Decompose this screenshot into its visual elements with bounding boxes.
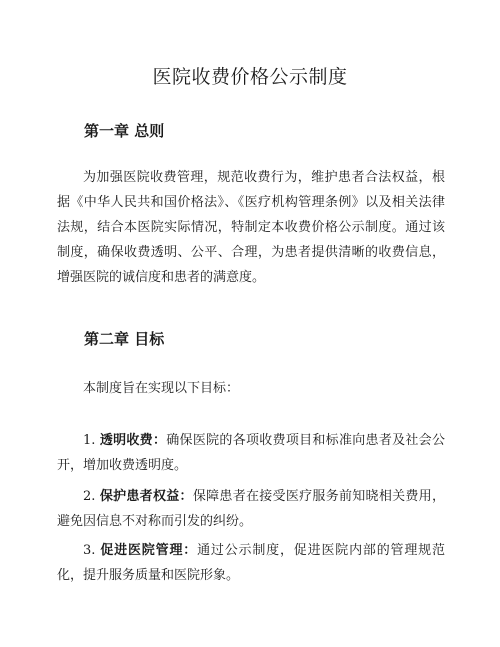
goal-item [57,538,445,588]
goal-label: 促进医院管理 [100,543,184,558]
goal-text: 确保医院的各项收费项目和标准向患者及社会公开，增加收费透明度。 [57,433,445,473]
goal-number: 3. [83,543,101,558]
goal-label: 保护患者权益 [99,489,180,504]
goal-separator: ： [183,543,198,558]
goal-separator: ： [152,433,167,448]
goal-label: 透明收费 [99,433,153,448]
chapter-2-heading: 第二章 目标 [84,330,165,348]
document-title: 医院收费价格公示制度 [152,66,348,88]
goal-item [57,484,445,534]
goal-number: 2. [83,489,100,504]
goal-separator: ： [179,489,193,504]
chapter-1-heading: 第一章 总则 [84,122,165,140]
goal-text: 保障患者在接受医疗服务前知晓相关费用，避免因信息不对称而引发的纠纷。 [57,489,445,529]
goal-text: 通过公示制度，促进医院内部的管理规范化，提升服务质量和医院形象。 [57,543,445,583]
goal-number: 1. [83,433,100,448]
chapter-2-lead: 本制度旨在实现以下目标： [83,381,240,396]
goal-item [57,428,445,478]
chapter-1-paragraph: 为加强医院收费管理，规范收费行为，维护患者合法权益，根据《中华人民共和国价格法》、《医疗机构管理条例》以及相关法律法规，结合本医院实际情况，特制定本收费价格公示制度。通过该制度，确保收费透明、公平、合理，为患者提供清晰的收费信息，增强医院的诚信度和患者的满意度。 [57,170,445,285]
